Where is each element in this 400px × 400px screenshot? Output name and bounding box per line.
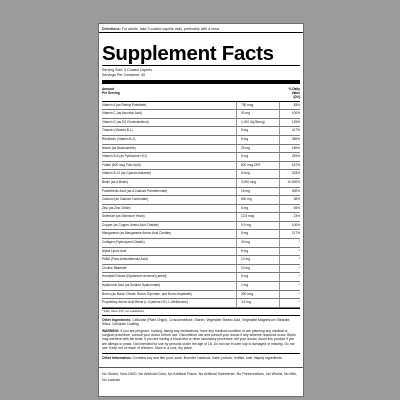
nutrient-amount: 25 mg <box>236 145 279 153</box>
nutrient-name: Vitamin C (as Ascorbic Acid) <box>102 111 142 116</box>
nutrient-amount: 5 mg <box>236 248 279 256</box>
nutrient-dv: * <box>279 265 300 273</box>
other-ingredients-label: Other Ingredients: <box>102 317 132 322</box>
other-ingredients <box>99 316 303 327</box>
nutrient-amount: 300 mcg <box>236 291 279 299</box>
facts-title: Supplement Facts <box>102 42 274 65</box>
nutrient-name: Vitamin D (as D3 Cholecalciferol) <box>102 119 149 124</box>
nutrient-dv: 125% <box>279 119 300 127</box>
nutrient-amount: 3.5 mg <box>236 299 279 307</box>
nutrient-row <box>102 127 300 136</box>
nutrient-row <box>102 145 300 154</box>
supplement-facts-label <box>98 23 304 397</box>
nutrient-name: Collagen (Hydrolyzed Gelatin) <box>102 240 145 245</box>
nutrient-dv: 333% <box>279 170 300 178</box>
nutrient-name: Choline Bitartrate <box>102 265 127 270</box>
facts-panel <box>99 43 303 313</box>
nutrient-name: Thiamin (Vitamin B-1) <box>102 128 133 133</box>
nutrient-name: Manganese (as Manganese Amino Acid Chelate) <box>102 231 172 236</box>
directions <box>99 24 303 33</box>
claims: No Gluten, Non-GMO, No Artificial Color, No Artificial Flavor, No Artificial Sweetener, No Preservatives, No Wheat, No Milk, No Lactose <box>99 367 303 396</box>
nutrient-name: Riboflavin (Vitamin B-2) <box>102 136 136 141</box>
nutrient-amount: 1 mg <box>236 282 279 290</box>
nutrient-amount: 5 mg <box>236 273 279 281</box>
nutrient-dv: 300% <box>279 188 300 196</box>
nutrient-dv: 100% <box>279 222 300 230</box>
nutrient-name: Vitamin B-12 (as Cyanocobalamin) <box>102 171 152 176</box>
nutrient-dv: * <box>279 248 300 256</box>
dv-header-line1: % Daily <box>288 87 300 92</box>
nutrient-dv: 167% <box>279 162 300 170</box>
nutrient-row <box>102 291 300 300</box>
nutrient-row <box>102 188 300 197</box>
directions-label: Directions: <box>102 27 121 31</box>
other-ingredients-text: Cellulose (Plant Origin), Croscarmellose, Starch, Vegetable Stearic Acid, Vegetable Magnesium Stearate, Silica, Cellulose Coating. <box>102 317 291 327</box>
nutrient-amount: 15 mg <box>236 188 279 196</box>
nutrient-dv: 217% <box>279 230 300 238</box>
nutrient-amount: 5 mg <box>236 230 279 238</box>
nutrient-dv: * <box>279 299 300 307</box>
warning-label: WARNING: <box>102 328 120 333</box>
nutrient-amount: 6 mg <box>236 205 279 213</box>
nutrient-name: Copper (as Copper Amino Acid Chelate) <box>102 222 159 227</box>
nutrient-row <box>102 205 300 214</box>
nutrient-dv: 38% <box>279 196 300 204</box>
dv-footnote: * Daily Value (DV) not established <box>102 308 144 313</box>
serving-size: Serving Size: 3 Coated Caplets <box>102 68 152 72</box>
nutrient-name: Vitamin A (as Retinyl Palmitate) <box>102 102 147 107</box>
nutrient-row <box>102 170 300 179</box>
nutrient-dv: 417% <box>279 127 300 135</box>
nutrient-amount: 10 mg <box>236 256 279 264</box>
nutrient-row <box>102 136 300 145</box>
nutrient-amount: 12.5 mcg <box>236 213 279 221</box>
nutrient-dv: 10,000% <box>279 179 300 187</box>
nutrient-row <box>102 222 300 231</box>
nutrient-name: Niacin (as Niacinamide) <box>102 145 136 150</box>
nutrient-dv: 83% <box>279 102 300 110</box>
nutrient-row <box>102 248 300 257</box>
nutrient-dv: 55% <box>279 205 300 213</box>
nutrient-dv: 156% <box>279 145 300 153</box>
nutrient-row <box>102 299 300 308</box>
amount-header-line2: Per Serving <box>102 90 120 95</box>
nutrient-dv: 294% <box>279 153 300 161</box>
nutrient-row <box>102 153 300 162</box>
nutrient-dv: * <box>279 291 300 299</box>
nutrient-dv: 23% <box>279 213 300 221</box>
nutrient-dv: * <box>279 282 300 290</box>
nutrient-amount: 500 mg <box>236 196 279 204</box>
nutrient-amount: 0.9 mg <box>236 222 279 230</box>
nutrient-amount: 5 mg <box>236 153 279 161</box>
nutrient-name: Calcium (as Calcium Carbonate) <box>102 197 149 202</box>
nutrient-row <box>102 102 300 111</box>
nutrient-amount: 5 mg <box>236 127 279 135</box>
nutrient-row <box>102 110 300 119</box>
nutrient-dv: * <box>279 273 300 281</box>
other-information-label: Other Information: <box>102 355 132 360</box>
amount-header-line1: Amount <box>102 87 115 92</box>
nutrient-row <box>102 119 300 128</box>
dv-header <box>278 88 300 99</box>
nutrient-name: Boron (as Boron Citrate, Boron Glycinate, and Boron Aspartate) <box>102 291 192 296</box>
nutrient-amount: 1,000 IU(25mcg) <box>236 119 279 127</box>
nutrient-table <box>102 101 300 308</box>
dv-header-line3: (DV) <box>293 94 300 99</box>
nutrient-amount: 10 mg <box>236 265 279 273</box>
other-information <box>99 354 303 360</box>
column-headers <box>102 84 300 99</box>
nutrient-name: Selenium (as Selenium Yeast) <box>102 214 145 219</box>
nutrient-name: Vitamin B-6 (as Pyridoxine HCl) <box>102 154 147 159</box>
nutrient-name: Hyaluronic Acid (as Sodium Hyaluronate) <box>102 283 161 288</box>
nutrient-name: Biotin (as d-Biotin) <box>102 179 129 184</box>
nutrient-dv: 385% <box>279 136 300 144</box>
nutrient-amount: 5 mg <box>236 136 279 144</box>
title-rule <box>102 65 300 66</box>
nutrient-row <box>102 239 300 248</box>
nutrient-row <box>102 196 300 205</box>
servings-per-container: Servings Per Container: 40 <box>102 72 146 77</box>
nutrient-amount: 3,000 mcg <box>236 179 279 187</box>
nutrient-amount: 800 mcg DFE <box>236 162 279 170</box>
nutrient-row <box>102 282 300 291</box>
nutrient-dv: * <box>279 256 300 264</box>
nutrient-amount: 8 mcg <box>236 170 279 178</box>
nutrient-name: Proprietary Amino Acid Blend (L-Cysteine HCl, L-Methionine) <box>102 300 188 305</box>
warning <box>99 327 303 351</box>
nutrient-name: Horsetail Extract (Equisetum arvense) (aerial) <box>102 274 167 279</box>
nutrient-dv: * <box>279 239 300 247</box>
nutrient-row <box>102 162 300 171</box>
nutrient-dv: 100% <box>279 110 300 118</box>
warning-text: If you are pregnant, nursing, taking any medications, have any medical condition or are planning any medical or surgical procedure, consult your doctor before use. Discontinue use and consult your doctor if any adverse reactions occur. Biotin may interfere with lab tests. If you are having a blood test or other laboratory procedure, tell your doctor. Avoid this product if you are allergic to yeast. Not intended for use by persons under the age of 18. Do not use if outer cap is damaged or missing. Do not use. Keep out of reach of children. Store in a cool, dry place. <box>102 328 296 351</box>
nutrient-row <box>102 265 300 274</box>
nutrient-name: Alpha Lipoic Acid <box>102 248 127 253</box>
directions-text: For adults, take 3 coated caplets daily, preferably with a meal. <box>121 27 220 31</box>
other-information-text: Contains soy and fish (cod, sunk, flounder, haddock, hake, pollock, redfish, sole, tilapia) ingredients. <box>132 355 283 360</box>
nutrient-row <box>102 213 300 222</box>
nutrient-name: Pantothenic Acid (as d-Calcium Pantothenate) <box>102 188 168 193</box>
dv-header-line2: Value <box>291 90 300 95</box>
nutrient-name: Folate (800 mcg Folic Acid) <box>102 162 141 167</box>
nutrient-amount: 750 mcg <box>236 102 279 110</box>
nutrient-row <box>102 230 300 239</box>
nutrient-row <box>102 256 300 265</box>
amount-header <box>102 88 278 99</box>
nutrient-amount: 40 mg <box>236 239 279 247</box>
nutrient-name: PABA (Para-Aminobenzoic Acid) <box>102 257 148 262</box>
nutrient-name: Zinc (as Zinc Oxide) <box>102 205 131 210</box>
nutrient-row <box>102 273 300 282</box>
nutrient-row <box>102 179 300 188</box>
nutrient-amount: 90 mg <box>236 110 279 118</box>
